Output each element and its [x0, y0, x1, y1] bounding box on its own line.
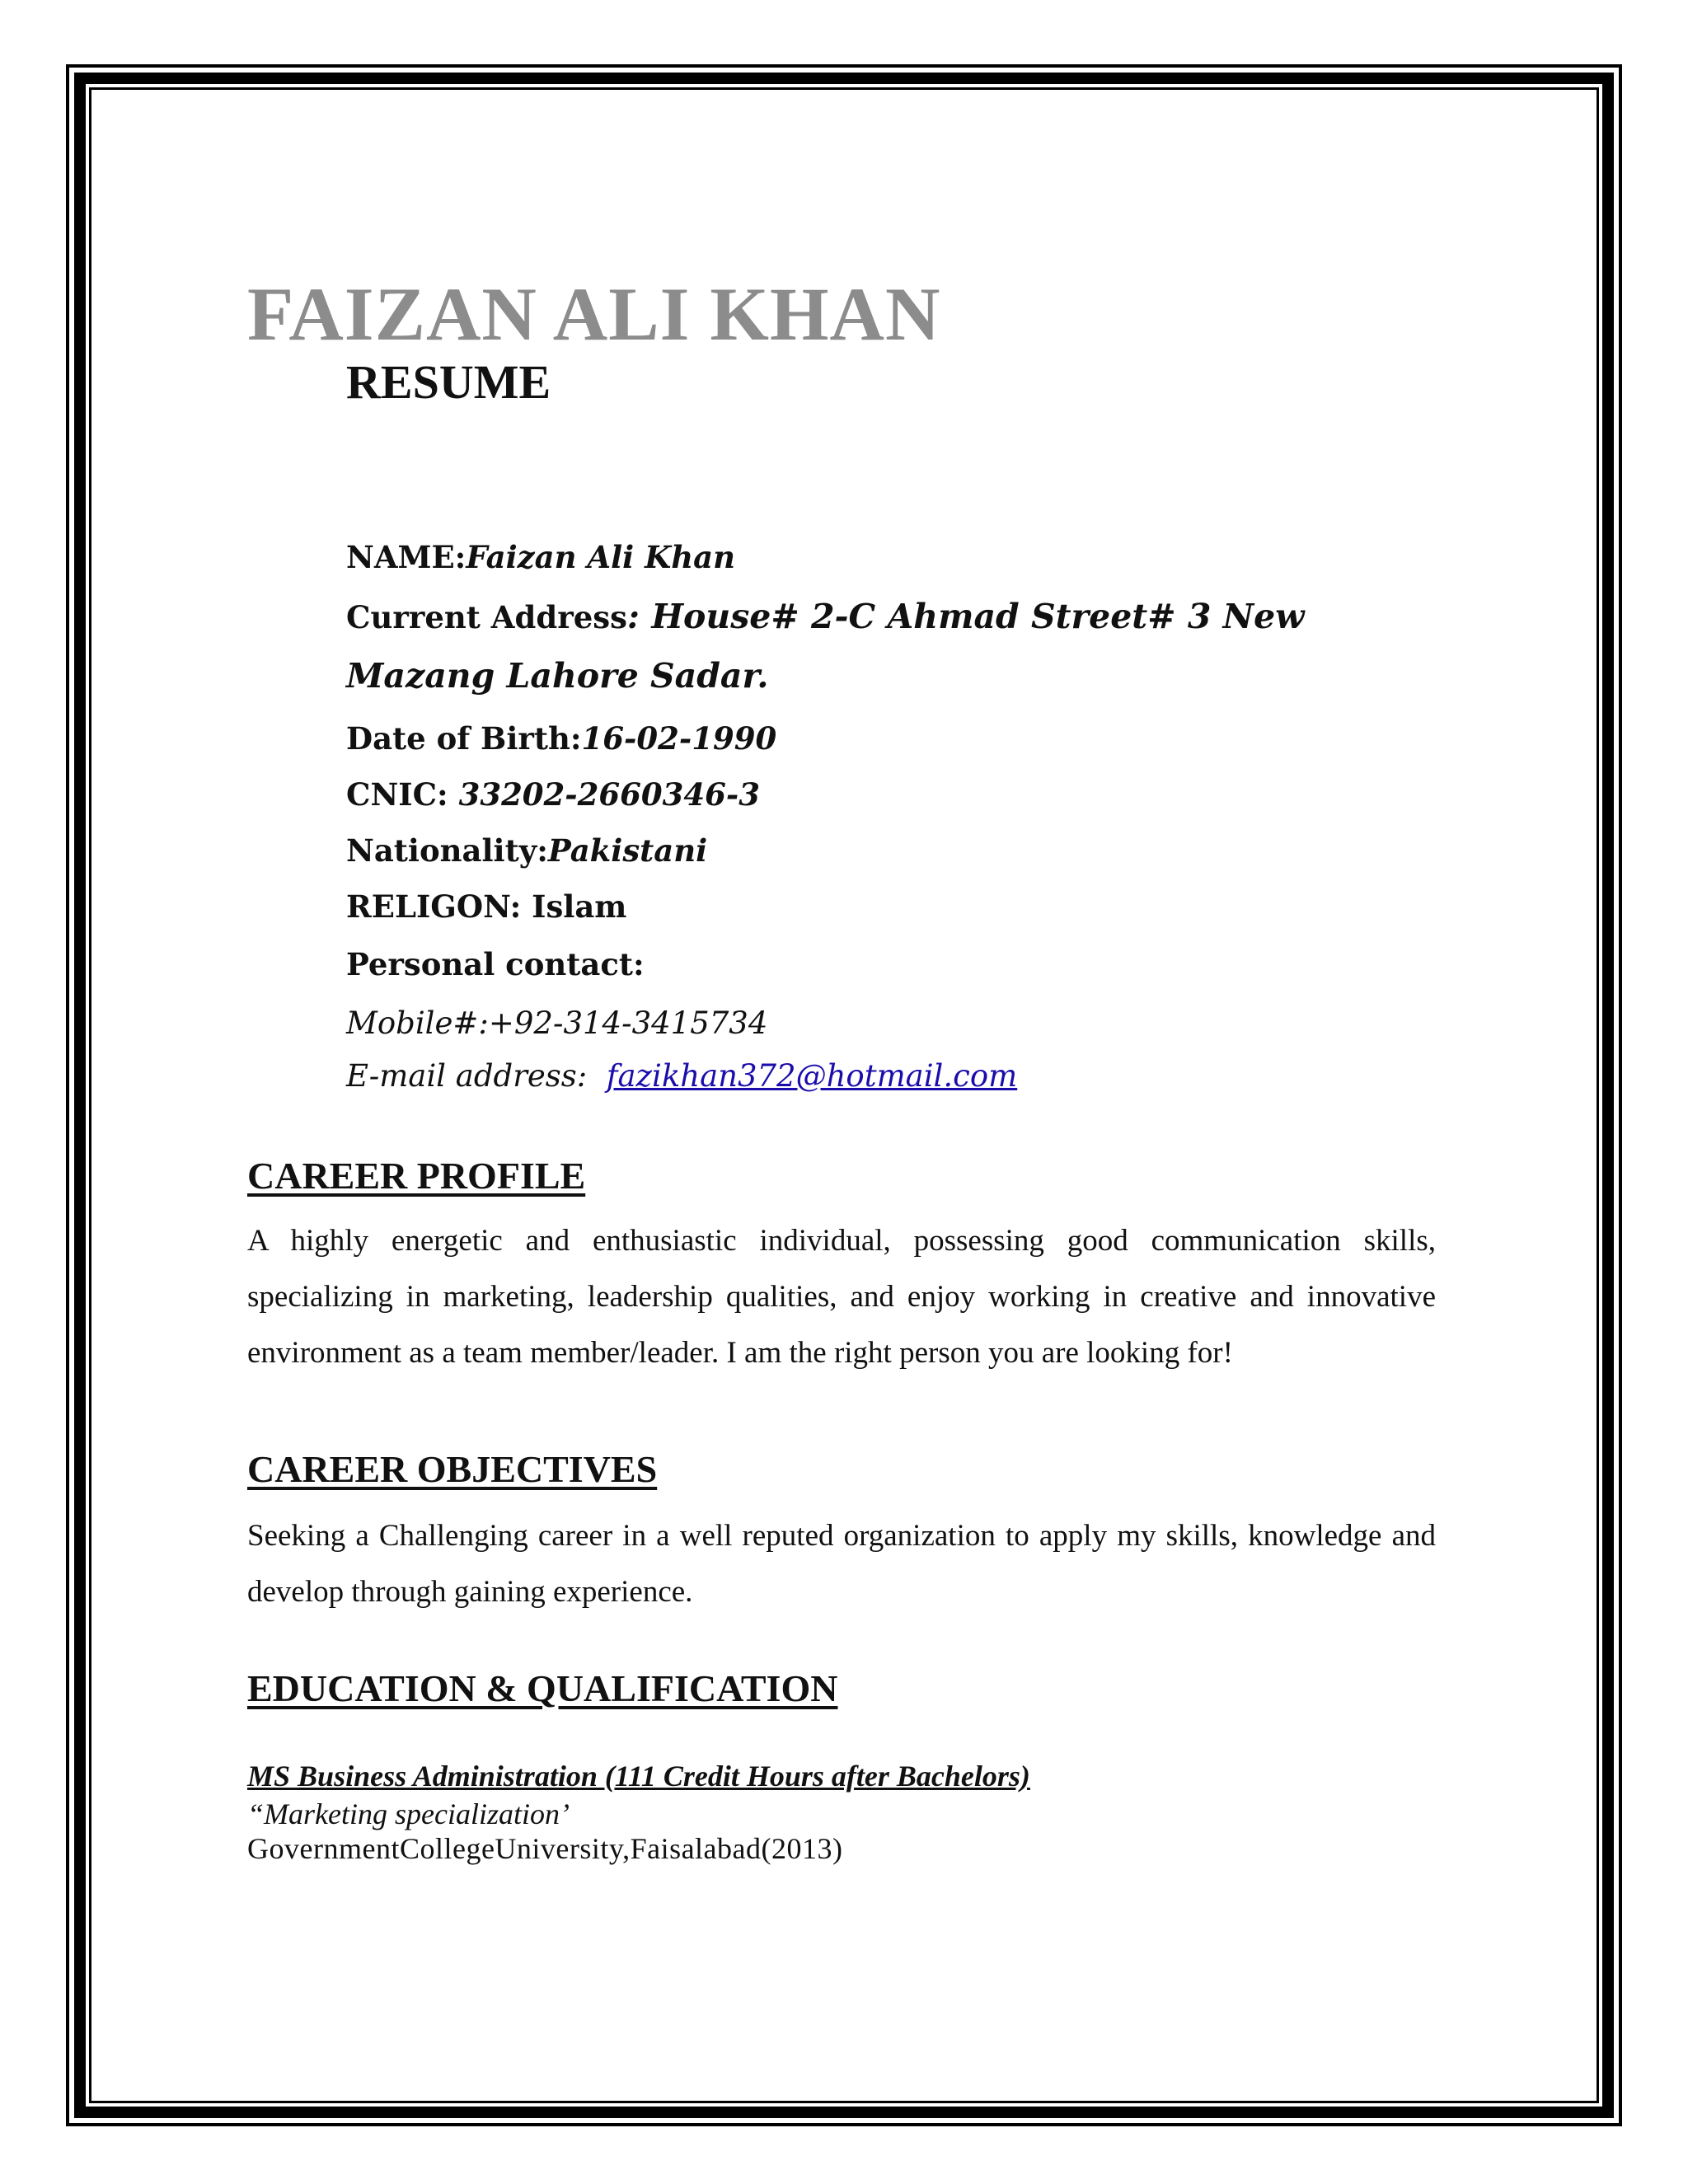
education-heading: EDUCATION & QUALIFICATION [247, 1667, 838, 1709]
dob-value: 16-02-1990 [581, 720, 777, 757]
mobile-label: Mobile#: [346, 1005, 489, 1041]
religion-field [346, 888, 626, 925]
career-objectives-heading: CAREER OBJECTIVES [247, 1448, 658, 1490]
nationality-field [346, 832, 707, 869]
name-field [346, 539, 735, 575]
nationality-label: Nationality: [346, 832, 548, 869]
contact-label: Personal contact: [346, 946, 645, 982]
name-label: NAME: [346, 539, 467, 575]
dob-label: Date of Birth: [346, 720, 582, 757]
dob-field [346, 720, 776, 757]
applicant-name-title: FAIZAN ALI KHAN [247, 272, 941, 356]
email-link[interactable]: fazikhan372@hotmail.com [606, 1058, 1018, 1094]
cnic-field [346, 776, 760, 813]
religion-text: RELIGON: Islam [346, 888, 627, 925]
nationality-value: Pakistani [547, 832, 708, 869]
address-line-2: Mazang Lahore Sadar. [346, 656, 769, 696]
mobile-field [346, 1005, 767, 1041]
education-institution: GovernmentCollegeUniversity,Faisalabad(2013) [247, 1832, 843, 1865]
education-degree: MS Business Administration (111 Credit Hours after Bachelors) [247, 1760, 1030, 1793]
address-line-2-row [346, 656, 769, 696]
career-objectives-text: Seeking a Challenging career in a well reputed organization to apply my skills, knowledge and develop through gaining experience. [247, 1519, 1436, 1609]
mobile-value: +92-314-3415734 [488, 1005, 768, 1041]
address-line-1: : House# 2-C Ahmad Street# 3 New [626, 597, 1305, 636]
address-label: Current Address [346, 599, 627, 635]
career-profile-text: A highly energetic and enthusiastic individual, possessing good communication skills, specializing in marketing, leadership qualities, and enjoy working in creative and innovative environment as a team member/leader. I am the right person you are looking for! [247, 1224, 1436, 1370]
address-field [346, 597, 1305, 636]
email-label: E-mail address: [346, 1058, 607, 1094]
education-specialization: “Marketing specialization’ [247, 1797, 570, 1830]
cnic-label: CNIC: [346, 776, 459, 813]
name-value: Faizan Ali Khan [466, 539, 736, 575]
cnic-value: 33202-2660346-3 [458, 776, 760, 813]
contact-heading [346, 946, 645, 982]
email-field [346, 1058, 1017, 1094]
resume-title: RESUME [346, 355, 551, 409]
career-profile-heading: CAREER PROFILE [247, 1155, 586, 1197]
